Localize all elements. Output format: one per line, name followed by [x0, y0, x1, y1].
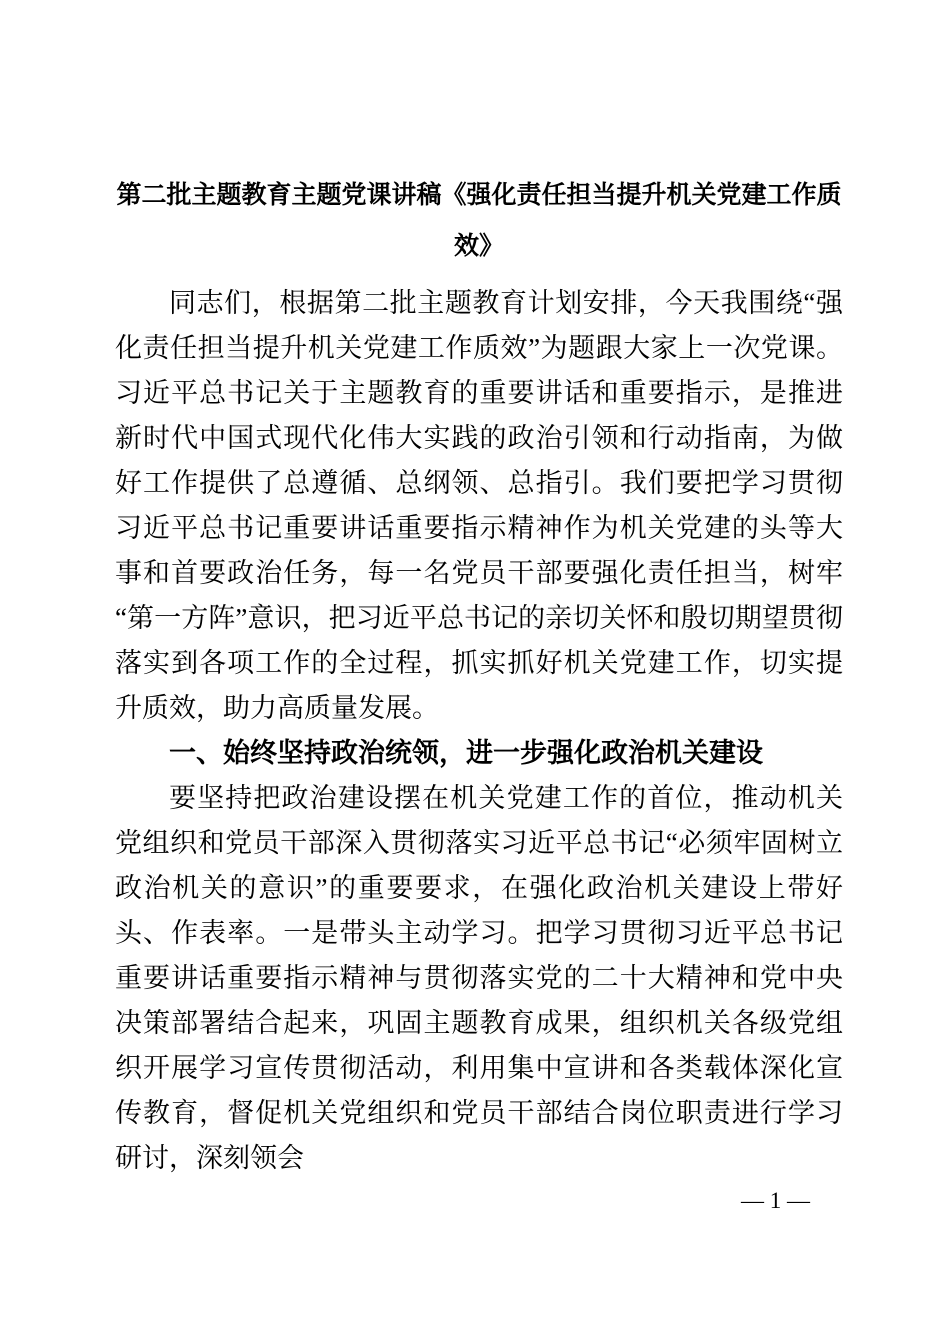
- document-content: [115, 170, 843, 1181]
- paragraph-section-1-body: 要坚持把政治建设摆在机关党建工作的首位，推动机关党组织和党员干部深入贯彻落实习近平总书记“必须牢固树立政治机关的意识”的重要要求，在强化政治机关建设上带好头、作表率。一是带头主动学习。把学习贯彻习近平总书记重要讲话重要指示精神与贯彻落实党的二十大精神和党中央决策部署结合起来，巩固主题教育成果，组织机关各级党组织开展学习宣传贯彻活动，利用集中宣讲和各类载体深化宣传教育，督促机关党组织和党员干部结合岗位职责进行学习研讨，深刻领会: [115, 783, 843, 1173]
- section-heading-1: 一、始终坚持政治统领，进一步强化政治机关建设: [169, 738, 763, 768]
- page-number: — 1 —: [741, 1188, 810, 1213]
- paragraph-intro: 同志们，根据第二批主题教育计划安排，今天我围绕“强化责任担当提升机关党建工作质效”为题跟大家上一次党课。习近平总书记关于主题教育的重要讲话和重要指示，是推进新时代中国式现代化伟大实践的政治引领和行动指南，为做好工作提供了总遵循、总纲领、总指引。我们要把学习贯彻习近平总书记重要讲话重要指示精神作为机关党建的头等大事和首要政治任务，每一名党员干部要强化责任担当，树牢“第一方阵”意识，把习近平总书记的亲切关怀和殷切期望贯彻落实到各项工作的全过程，抓实抓好机关党建工作，切实提升质效，助力高质量发展。: [115, 288, 843, 723]
- document-title: 第二批主题教育主题党课讲稿《强化责任担当提升机关党建工作质效》: [116, 182, 842, 260]
